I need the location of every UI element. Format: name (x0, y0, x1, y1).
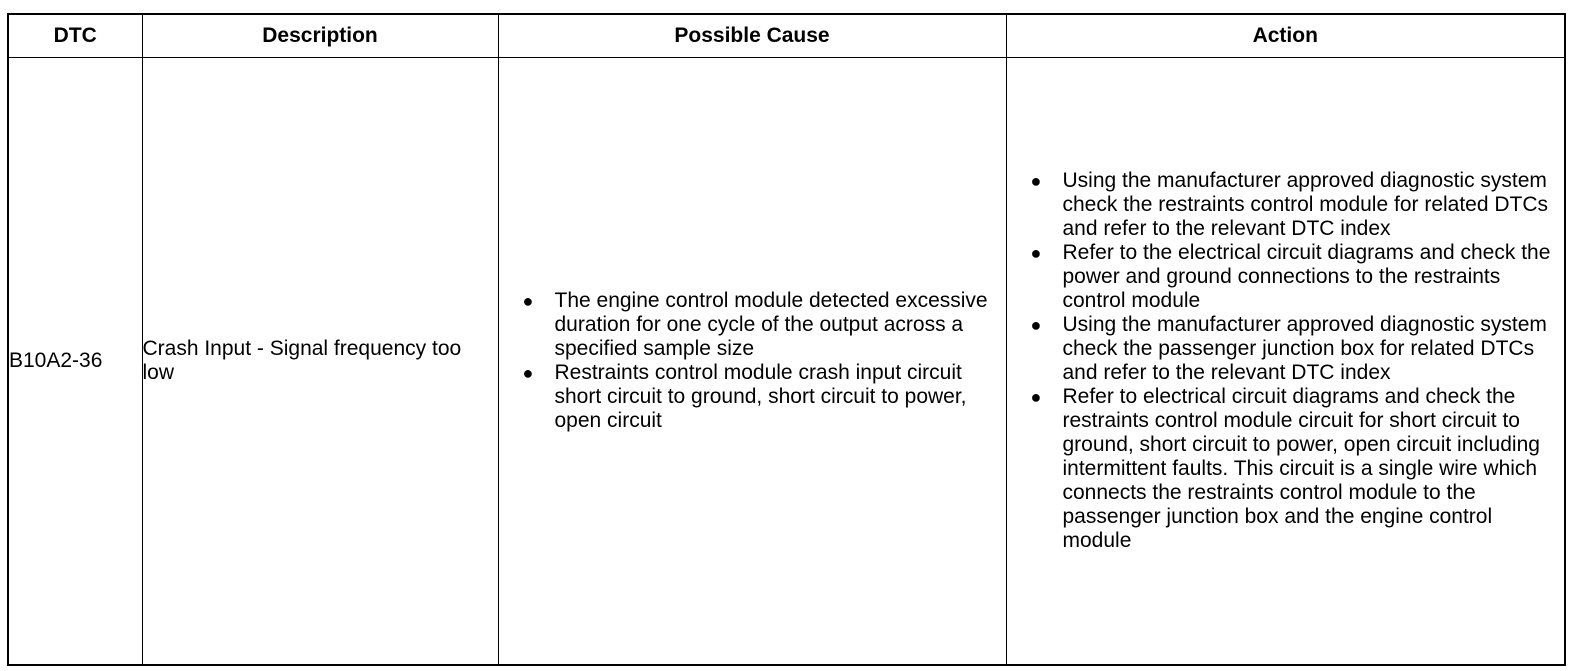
action-text: Using the manufacturer approved diagnostic system check the passenger junction box for related DTCs and refer to the relevant DTC index (1062, 313, 1547, 384)
header-dtc: DTC (8, 14, 142, 58)
bullet-icon: ● (522, 363, 534, 383)
dtc-code: B10A2-36 (8, 58, 142, 666)
header-description: Description (142, 14, 498, 58)
dtc-table (7, 13, 1566, 666)
table-row (8, 58, 1565, 666)
action-text: Using the manufacturer approved diagnostic system check the restraints control module for related DTCs and refer to the relevant DTC index (1062, 169, 1549, 240)
bullet-icon: ● (522, 291, 534, 311)
list-item (1007, 169, 1565, 241)
bullet-icon: ● (1030, 171, 1042, 191)
bullet-icon: ● (1030, 387, 1042, 407)
action-text: Refer to electrical circuit diagrams and check the restraints control module circuit for short circuit to ground, short circuit to power, open circuit including intermittent faults. This circuit is a single wire which connects the restraints control module to the passenger junction box and the engine control module (1062, 385, 1540, 552)
list-item (499, 361, 1006, 433)
possible-cause-list (499, 289, 1006, 433)
list-item (1007, 241, 1565, 313)
action-list (1007, 169, 1565, 553)
header-action: Action (1006, 14, 1565, 58)
header-possible-cause: Possible Cause (498, 14, 1006, 58)
possible-cause-text: Restraints control module crash input circuit short circuit to ground, short circuit to power, open circuit (554, 361, 967, 432)
possible-cause-cell (498, 58, 1006, 666)
header-row (8, 14, 1565, 58)
possible-cause-text: The engine control module detected excessive duration for one cycle of the output across a specified sample size (554, 289, 988, 360)
list-item (1007, 313, 1565, 385)
dtc-description: Crash Input - Signal frequency too low (142, 58, 498, 666)
list-item (499, 289, 1006, 361)
action-text: Refer to the electrical circuit diagrams and check the power and ground connections to the restraints control module (1062, 241, 1551, 312)
bullet-icon: ● (1030, 243, 1042, 263)
action-cell (1006, 58, 1565, 666)
bullet-icon: ● (1030, 315, 1042, 335)
list-item (1007, 385, 1565, 553)
